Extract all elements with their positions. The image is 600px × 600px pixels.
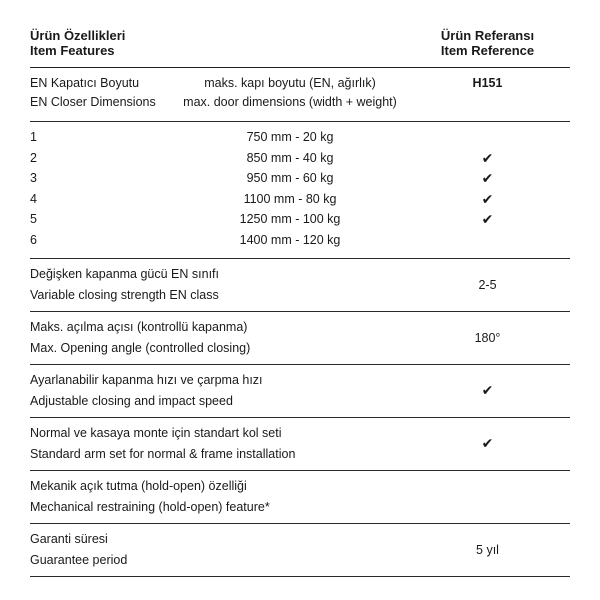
feature-label-en: Standard arm set for normal & frame installation (30, 447, 296, 461)
size-number: 3 (30, 171, 37, 185)
feature-label-tr: Mekanik açık tutma (hold-open) özelliği (30, 479, 247, 493)
size-dimension: 1100 mm - 80 kg (243, 191, 337, 206)
header-divider (30, 67, 570, 68)
model-name: H151 (472, 76, 503, 90)
size-number: 5 (30, 212, 37, 226)
dimensions-desc-en: max. door dimensions (width + weight) (183, 95, 397, 109)
row-divider (30, 417, 570, 418)
feature-label-en: Adjustable closing and impact speed (30, 394, 233, 408)
row-divider (30, 523, 570, 524)
row-divider (30, 364, 570, 365)
size-number: 2 (30, 150, 37, 165)
check-icon: ✔ (481, 150, 494, 167)
feature-label-tr: Garanti süresi (30, 532, 108, 546)
size-dimension: 950 mm - 60 kg (246, 171, 334, 185)
dimensions-label-tr: EN Kapatıcı Boyutu (30, 76, 140, 90)
sizes-divider (30, 258, 570, 259)
check-icon: ✔ (481, 436, 494, 452)
size-dimension: 750 mm - 20 kg (246, 130, 334, 144)
feature-label-tr: Değişken kapanma gücü EN sınıfı (30, 267, 219, 281)
dimensions-divider (30, 121, 570, 122)
feature-label-en: Variable closing strength EN class (30, 288, 219, 302)
size-dimension: 1250 mm - 100 kg (239, 212, 341, 226)
header-reference-en: Item Reference (440, 43, 535, 58)
feature-value: 5 yıl (476, 543, 499, 557)
row-divider (30, 311, 570, 312)
feature-label-en: Mechanical restraining (hold-open) feature* (30, 500, 270, 514)
feature-label-tr: Ayarlanabilir kapanma hızı ve çarpma hızı (30, 373, 263, 387)
feature-value: 180° (474, 331, 501, 345)
size-dimension: 850 mm - 40 kg (246, 150, 334, 165)
size-dimension: 1400 mm - 120 kg (239, 232, 341, 247)
check-icon: ✔ (481, 191, 494, 208)
size-number: 1 (30, 130, 37, 144)
header-reference-tr: Ürün Referansı (440, 28, 535, 43)
dimensions-desc-tr: maks. kapı boyutu (EN, ağırlık) (204, 76, 376, 90)
header-features-en: Item Features (30, 43, 115, 58)
check-icon: ✔ (481, 383, 494, 399)
feature-value: 2-5 (478, 278, 497, 292)
dimensions-label-en: EN Closer Dimensions (30, 95, 156, 109)
check-icon: ✔ (481, 212, 494, 228)
row-divider (30, 576, 570, 577)
check-icon: ✔ (481, 171, 494, 187)
size-number: 6 (30, 232, 37, 247)
size-number: 4 (30, 191, 37, 206)
feature-label-tr: Maks. açılma açısı (kontrollü kapanma) (30, 320, 248, 334)
feature-label-tr: Normal ve kasaya monte için standart kol seti (30, 426, 282, 440)
feature-label-en: Guarantee period (30, 553, 128, 567)
header-features-tr: Ürün Özellikleri (30, 28, 126, 43)
feature-label-en: Max. Opening angle (controlled closing) (30, 341, 251, 355)
row-divider (30, 470, 570, 471)
